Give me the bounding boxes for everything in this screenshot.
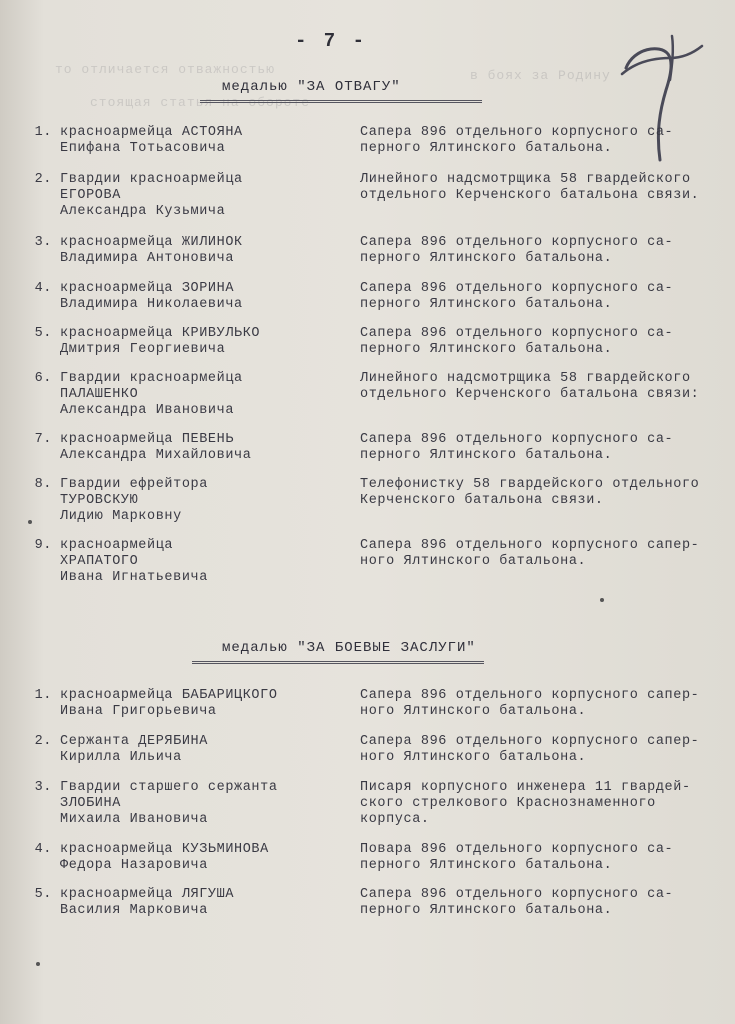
recipient-name-line: Лидию Марковну: [60, 509, 182, 524]
recipient-unit-line: ского стрелкового Краснознаменного: [360, 796, 656, 811]
recipient-name-line: Гвардии старшего сержанта: [60, 780, 278, 795]
recipient-name: [60, 371, 243, 419]
recipient-unit-line: Телефонистку 58 гвардейского отдельного: [360, 477, 700, 492]
recipient-name-line: Михаила Ивановича: [60, 812, 208, 827]
recipient-unit-line: перного Ялтинского батальона.: [360, 858, 613, 873]
recipient-unit-line: корпуса.: [360, 812, 430, 827]
section-title-za-otvagu: медалью "ЗА ОТВАГУ": [222, 79, 401, 95]
entry-number: 2.: [34, 734, 52, 749]
recipient-unit-line: Сапера 896 отдельного корпусного са-: [360, 432, 674, 447]
recipient-name-line: Василия Марковича: [60, 903, 208, 918]
recipient-name-line: ЕГОРОВА: [60, 188, 121, 203]
title-underline: [200, 100, 482, 103]
entry-number: 5.: [34, 326, 52, 341]
recipient-name: [60, 281, 243, 313]
recipient-name: [60, 432, 251, 464]
recipient-name-line: Ивана Григорьевича: [60, 704, 217, 719]
recipient-unit-line: Сапера 896 отдельного корпусного са-: [360, 235, 674, 250]
recipient-name-line: красноармейца БАБАРИЦКОГО: [60, 688, 278, 703]
recipient-name-line: ХРАПАТОГО: [60, 554, 139, 569]
recipient-name-line: красноармейца ПЕВЕНЬ: [60, 432, 235, 447]
recipient-unit: [360, 842, 673, 874]
recipient-name-line: ТУРОВСКУЮ: [60, 493, 139, 508]
entry-number: 5.: [34, 887, 52, 902]
recipient-unit-line: Сапера 896 отдельного корпусного са-: [360, 281, 674, 296]
entry-number: 4.: [34, 281, 52, 296]
entry-number: 4.: [34, 842, 52, 857]
recipient-name-line: Александра Михайловича: [60, 448, 252, 463]
recipient-name-line: ПАЛАШЕНКО: [60, 387, 139, 402]
page-number: - 7 -: [295, 30, 368, 52]
recipient-unit-line: перного Ялтинского батальона.: [360, 251, 613, 266]
recipient-unit: [360, 235, 673, 267]
recipient-name: [60, 688, 278, 720]
recipient-name-line: красноармейца ЛЯГУША: [60, 887, 235, 902]
entry-number: 3.: [34, 780, 52, 795]
recipient-unit-line: Сапера 896 отдельного корпусного са-: [360, 326, 674, 341]
recipient-name-line: Кирилла Ильича: [60, 750, 182, 765]
recipient-unit: [360, 371, 699, 403]
entry-number: 7.: [34, 432, 52, 447]
entry-number: 1.: [34, 688, 52, 703]
punch-mark: [36, 962, 40, 966]
recipient-name-line: красноармейца ЖИЛИНОК: [60, 235, 243, 250]
recipient-name: [60, 125, 243, 157]
recipient-unit-line: перного Ялтинского батальона.: [360, 297, 613, 312]
recipient-name-line: Александра Кузьмича: [60, 204, 226, 219]
recipient-unit-line: Сапера 896 отдельного корпусного са-: [360, 125, 674, 140]
recipient-unit-line: отдельного Керченского батальона связи:: [360, 387, 700, 402]
recipient-unit-line: Сапера 896 отдельного корпусного сапер-: [360, 734, 700, 749]
recipient-unit: [360, 125, 673, 157]
recipient-name: [60, 780, 278, 828]
recipient-name-line: красноармейца КУЗЬМИНОВА: [60, 842, 269, 857]
punch-mark: [28, 520, 32, 524]
recipient-unit-line: Повара 896 отдельного корпусного са-: [360, 842, 674, 857]
recipient-name-line: Гвардии красноармейца: [60, 371, 243, 386]
recipient-unit: [360, 688, 699, 720]
bleed-through-text: в боях за Родину: [470, 68, 611, 83]
recipient-name: [60, 842, 269, 874]
recipient-unit: [360, 172, 699, 204]
bleed-through-text: стоящая статья на обороте: [90, 95, 311, 110]
recipient-name-line: Гвардии красноармейца: [60, 172, 243, 187]
recipient-name-line: ЗЛОБИНА: [60, 796, 121, 811]
recipient-name-line: Гвардии ефрейтора: [60, 477, 208, 492]
recipient-unit: [360, 326, 673, 358]
entry-number: 9.: [34, 538, 52, 553]
recipient-name: [60, 172, 243, 220]
recipient-name: [60, 477, 208, 525]
recipient-unit-line: Сапера 896 отдельного корпусного са-: [360, 887, 674, 902]
recipient-unit-line: ного Ялтинского батальона.: [360, 704, 587, 719]
recipient-name-line: Александра Ивановича: [60, 403, 235, 418]
recipient-unit: [360, 432, 673, 464]
recipient-unit: [360, 281, 673, 313]
entry-number: 1.: [34, 125, 52, 140]
recipient-unit: [360, 887, 673, 919]
recipient-unit: [360, 734, 699, 766]
recipient-name-line: красноармейца АСТОЯНА: [60, 125, 243, 140]
entry-number: 3.: [34, 235, 52, 250]
recipient-name-line: Федора Назаровича: [60, 858, 208, 873]
recipient-unit-line: ного Ялтинского батальона.: [360, 750, 587, 765]
recipient-unit-line: Писаря корпусного инженера 11 гвардей-: [360, 780, 691, 795]
recipient-name-line: красноармейца ЗОРИНА: [60, 281, 235, 296]
recipient-unit-line: Сапера 896 отдельного корпусного сапер-: [360, 688, 700, 703]
entry-number: 6.: [34, 371, 52, 386]
recipient-unit: [360, 538, 699, 570]
recipient-unit: [360, 780, 691, 828]
section-title-za-boevye-zaslugi: медалью "ЗА БОЕВЫЕ ЗАСЛУГИ": [222, 640, 476, 656]
recipient-unit-line: Керченского батальона связи.: [360, 493, 604, 508]
recipient-name-line: Владимира Антоновича: [60, 251, 235, 266]
recipient-name: [60, 326, 260, 358]
recipient-name: [60, 538, 208, 586]
recipient-unit-line: ного Ялтинского батальона.: [360, 554, 587, 569]
recipient-name-line: Сержанта ДЕРЯБИНА: [60, 734, 208, 749]
recipient-name: [60, 734, 208, 766]
bleed-through-text: то отличается отважностью: [55, 62, 276, 77]
recipient-name-line: Ивана Игнатьевича: [60, 570, 208, 585]
recipient-unit-line: перного Ялтинского батальона.: [360, 141, 613, 156]
recipient-name-line: красноармейца КРИВУЛЬКО: [60, 326, 261, 341]
recipient-name: [60, 235, 243, 267]
recipient-unit-line: перного Ялтинского батальона.: [360, 448, 613, 463]
entry-number: 2.: [34, 172, 52, 187]
title-underline: [192, 661, 484, 664]
recipient-unit-line: Сапера 896 отдельного корпусного сапер-: [360, 538, 700, 553]
recipient-unit-line: перного Ялтинского батальона.: [360, 903, 613, 918]
recipient-name-line: красноармейца: [60, 538, 174, 553]
recipient-unit-line: Линейного надсмотрщика 58 гвардейского: [360, 172, 691, 187]
recipient-name-line: Дмитрия Георгиевича: [60, 342, 226, 357]
recipient-name-line: Владимира Николаевича: [60, 297, 243, 312]
recipient-name-line: Епифана Тотьасовича: [60, 141, 226, 156]
recipient-unit-line: Линейного надсмотрщика 58 гвардейского: [360, 371, 691, 386]
entry-number: 8.: [34, 477, 52, 492]
punch-mark: [600, 598, 604, 602]
recipient-unit-line: отдельного Керченского батальона связи.: [360, 188, 700, 203]
recipient-name: [60, 887, 234, 919]
recipient-unit: [360, 477, 699, 509]
recipient-unit-line: перного Ялтинского батальона.: [360, 342, 613, 357]
